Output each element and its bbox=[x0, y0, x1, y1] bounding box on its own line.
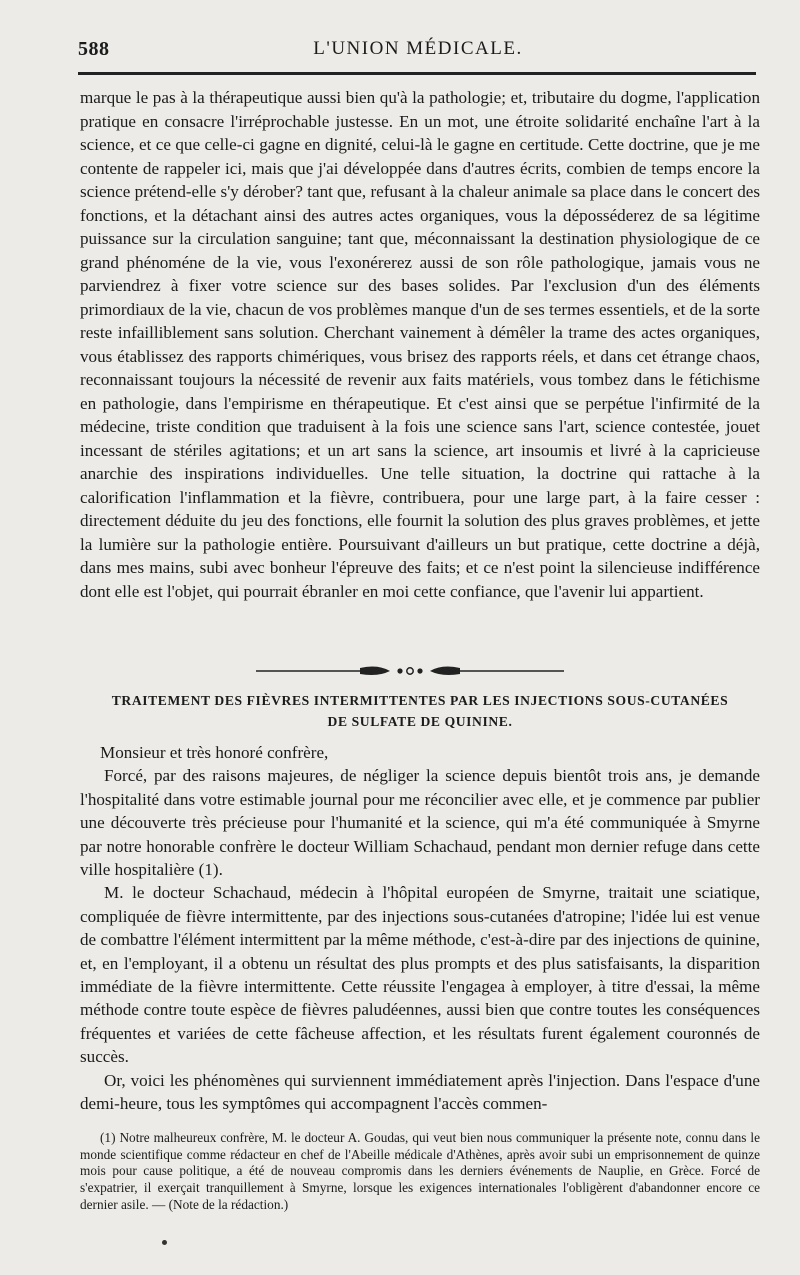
letter-body bbox=[80, 741, 760, 1116]
page-header bbox=[78, 38, 758, 64]
footnote-text: (1) Notre malheureux confrère, M. le docteur A. Goudas, qui veut bien nous communiquer la présente note, connu dans le monde scientifique comme rédacteur en chef de l'Abeille médicale d'Athènes, après avoir subi un emprisonnement de quinze mois pour cause politique, a été de nouveau compromis dans les derniers événements de Nauplie, en Grèce. Forcé de s'expatrier, il exerçait tranquillement à Smyrne, lorsque les exigences internationales l'obligèrent d'abandonner encore ce dernier asile. — (Note de la rédaction.) bbox=[80, 1130, 760, 1212]
page-number: 588 bbox=[78, 38, 110, 60]
letter-paragraph: M. le docteur Schachaud, médecin à l'hôpital européen de Smyrne, traitait une sciatique, compliquée de fièvre intermittente, par des injections sous-cutanées d'atropine; l'idée lui est venue de combattre l'élément intermittent par la même méthode, c'est-à-dire par des injections de quinine, et, en l'employant, il a obtenu un résultat des plus prompts et des plus satisfaisants, la disparition immédiate de la fièvre intermittente. Cette réussite l'engagea à employer, à titre d'essai, la même méthode contre toute espèce de fièvres paludéennes, aussi bien que contre toutes les conséquences fréquentes et variées de cette fâcheuse affection, et les résultats furent également couronnés de succès. bbox=[80, 883, 760, 1067]
body-paragraph: marque le pas à la thérapeutique aussi bien qu'à la pathologie; et, tributaire du dogme, l'application pratique en consacre l'irréprochable justesse. En un mot, une étroite solidarité enchaîne l'art à la science, et ce que celle-ci gagne en dignité, celui-là le gagne en certitude. Cette doctrine, que je me contente de rappeler ici, mais que j'ai développée dans d'autres écrits, combien de temps encore la science prétend-elle s'y dérober? tant que, refusant à la chaleur animale sa place dans le concert des fonctions, et la détachant ainsi des autres actes organiques, vous la déposséderez de sa légitime puissance sur la circulation sanguine; tant que, méconnaissant la destination physiologique de ce grand phénoméne de la vie, vous l'exonérerez aussi de son rôle pathologique, jamais vous ne parviendrez à fixer votre science sur des bases solides. Par l'exclusion d'un des éléments primordiaux de la vie, chacun de vos problèmes manque d'un de ses termes essentiels, et de la sorte reste infailliblement sans solution. Cherchant vainement à démêler la trame des actes organiques, vous établissez des rapports chimériques, vous brisez des rapports réels, et dans cet étrange chaos, reconnaissant toujours la nécessité de revenir aux faits matériels, vous tombez dans le fétichisme en pathologie, dans l'empirisme en thérapeutique. Et c'est ainsi que se perpétue l'infirmité de la médecine, triste condition que traduisent à la fois une science sans l'art, science contestée, jouet incessant de stériles agitations; et un art sans la science, art insoumis et livré à la capricieuse anarchie des inspirations individuelles. Une telle situation, la doctrine qui rattache à la calorification l'inflammation et la fièvre, contribuera, pour une large part, à la faire cesser : directement déduite du jeu des fonctions, elle fournit la solution des plus graves problèmes, et jette la lumière sur la pathologie entière. Poursuivant d'ailleurs un but pratique, cette doctrine a déjà, dans mes mains, subi avec bonheur l'épreuve des faits; et ce n'est point la silencieuse indifférence dont elle est l'objet, qui pourrait ébranler en moi cette confiance, que l'avenir lui appartient. bbox=[80, 88, 760, 601]
body-text bbox=[80, 86, 760, 603]
letter-salutation: Monsieur et très honoré confrère, bbox=[100, 743, 329, 762]
page-mark-dot bbox=[162, 1240, 167, 1245]
header-rule bbox=[78, 72, 756, 75]
section-title-line-2: DE SULFATE DE QUININE. bbox=[327, 714, 513, 729]
letter-paragraph: Or, voici les phénomènes qui surviennent immédiatement après l'injection. Dans l'espace d'une demi-heure, tous les symptômes qui accompagnent l'accès commen- bbox=[80, 1070, 760, 1114]
section-title-line-1: TRAITEMENT DES FIÈVRES INTERMITTENTES PAR LES INJECTIONS SOUS-CUTANÉES bbox=[111, 693, 729, 708]
section-title bbox=[80, 690, 760, 732]
letter-paragraph: Forcé, par des raisons majeures, de négliger la science depuis bientôt trois ans, je demande l'hospitalité dans votre estimable journal pour me réconcilier avec elle, et je commence par publier une découverte très précieuse pour l'humanité et la science, qui m'a été communiquée à Smyrne par notre honorable confrère le docteur William Schachaud, pendant mon dernier refuge dans cette ville hospitalière (1). bbox=[80, 766, 760, 880]
footnote bbox=[80, 1130, 760, 1214]
ornament-divider bbox=[250, 664, 570, 678]
running-title: L'UNION MÉDICALE. bbox=[313, 38, 523, 59]
